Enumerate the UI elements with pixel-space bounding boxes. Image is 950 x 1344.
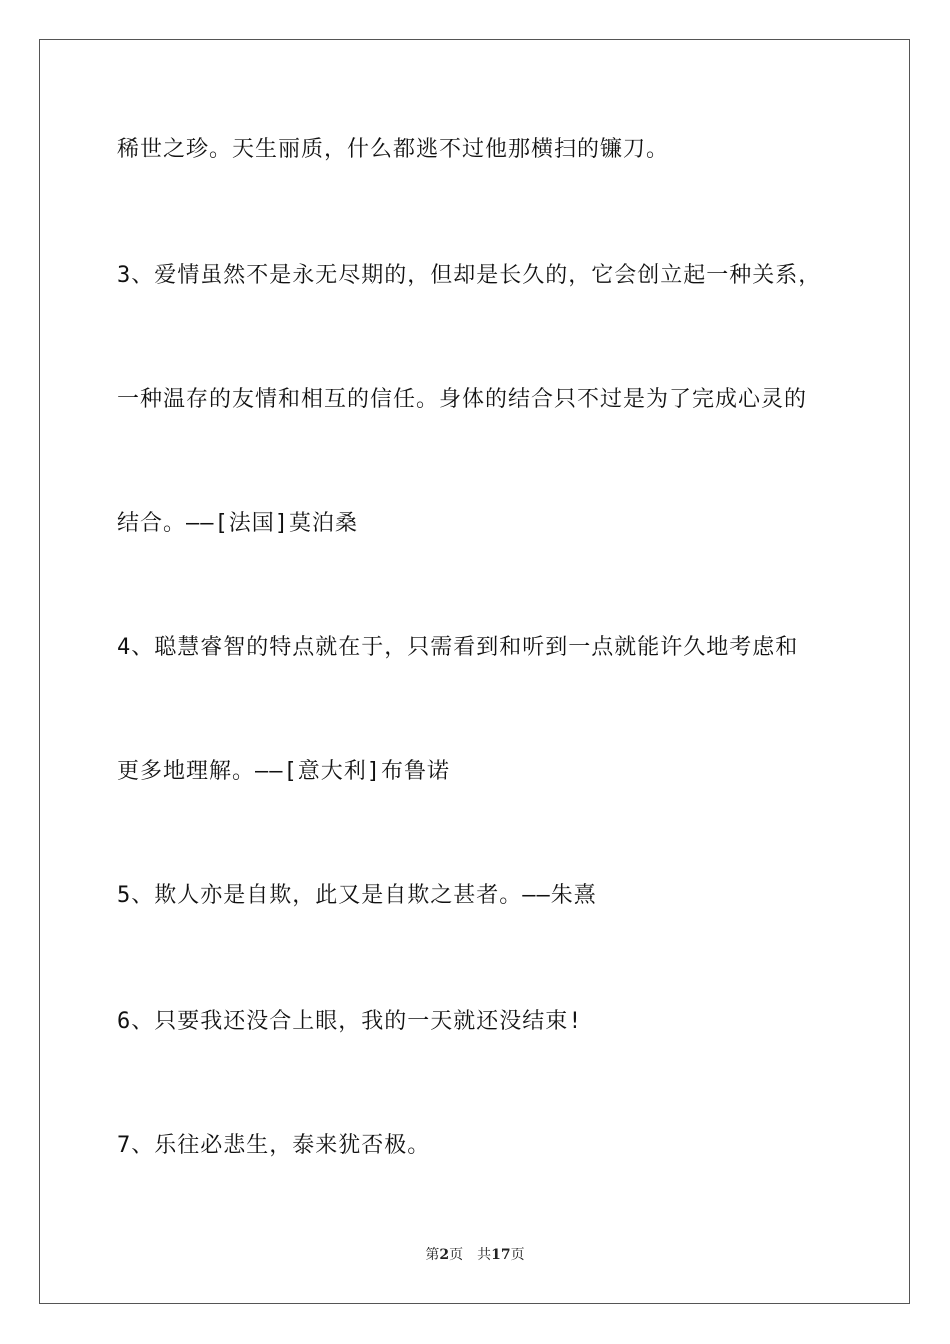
footer-page-prefix: 第 [425,1247,440,1263]
page-footer [0,1246,950,1264]
footer-page-number: 2 [439,1247,450,1263]
body-line-2: 3、爱情虽然不是永无尽期的，但却是长久的，它会创立起一种关系， [117,263,822,288]
footer-page-suffix: 页 [449,1247,464,1263]
body-line-3: 一种温存的友情和相互的信任。身体的结合只不过是为了完成心灵的 [117,387,808,412]
body-line-8: 6、只要我还没合上眼，我的一天就还没结束! [117,1009,583,1034]
body-line-1: 稀世之珍。天生丽质，什么都逃不过他那横扫的镰刀。 [117,137,670,162]
footer-total-suffix: 页 [510,1247,525,1263]
page-border [39,39,910,1304]
footer-total-prefix: 共 [477,1247,492,1263]
body-line-7: 5、欺人亦是自欺，此又是自欺之甚者。——朱熹 [117,883,597,908]
body-line-4: 结合。——[法国]莫泊桑 [117,511,358,536]
footer-total-number: 17 [491,1247,511,1263]
body-line-6: 更多地理解。——[意大利]布鲁诺 [117,759,450,784]
body-line-9: 7、乐往必悲生，泰来犹否极。 [117,1133,431,1158]
body-line-5: 4、聪慧睿智的特点就在于，只需看到和听到一点就能许久地考虑和 [117,635,799,660]
